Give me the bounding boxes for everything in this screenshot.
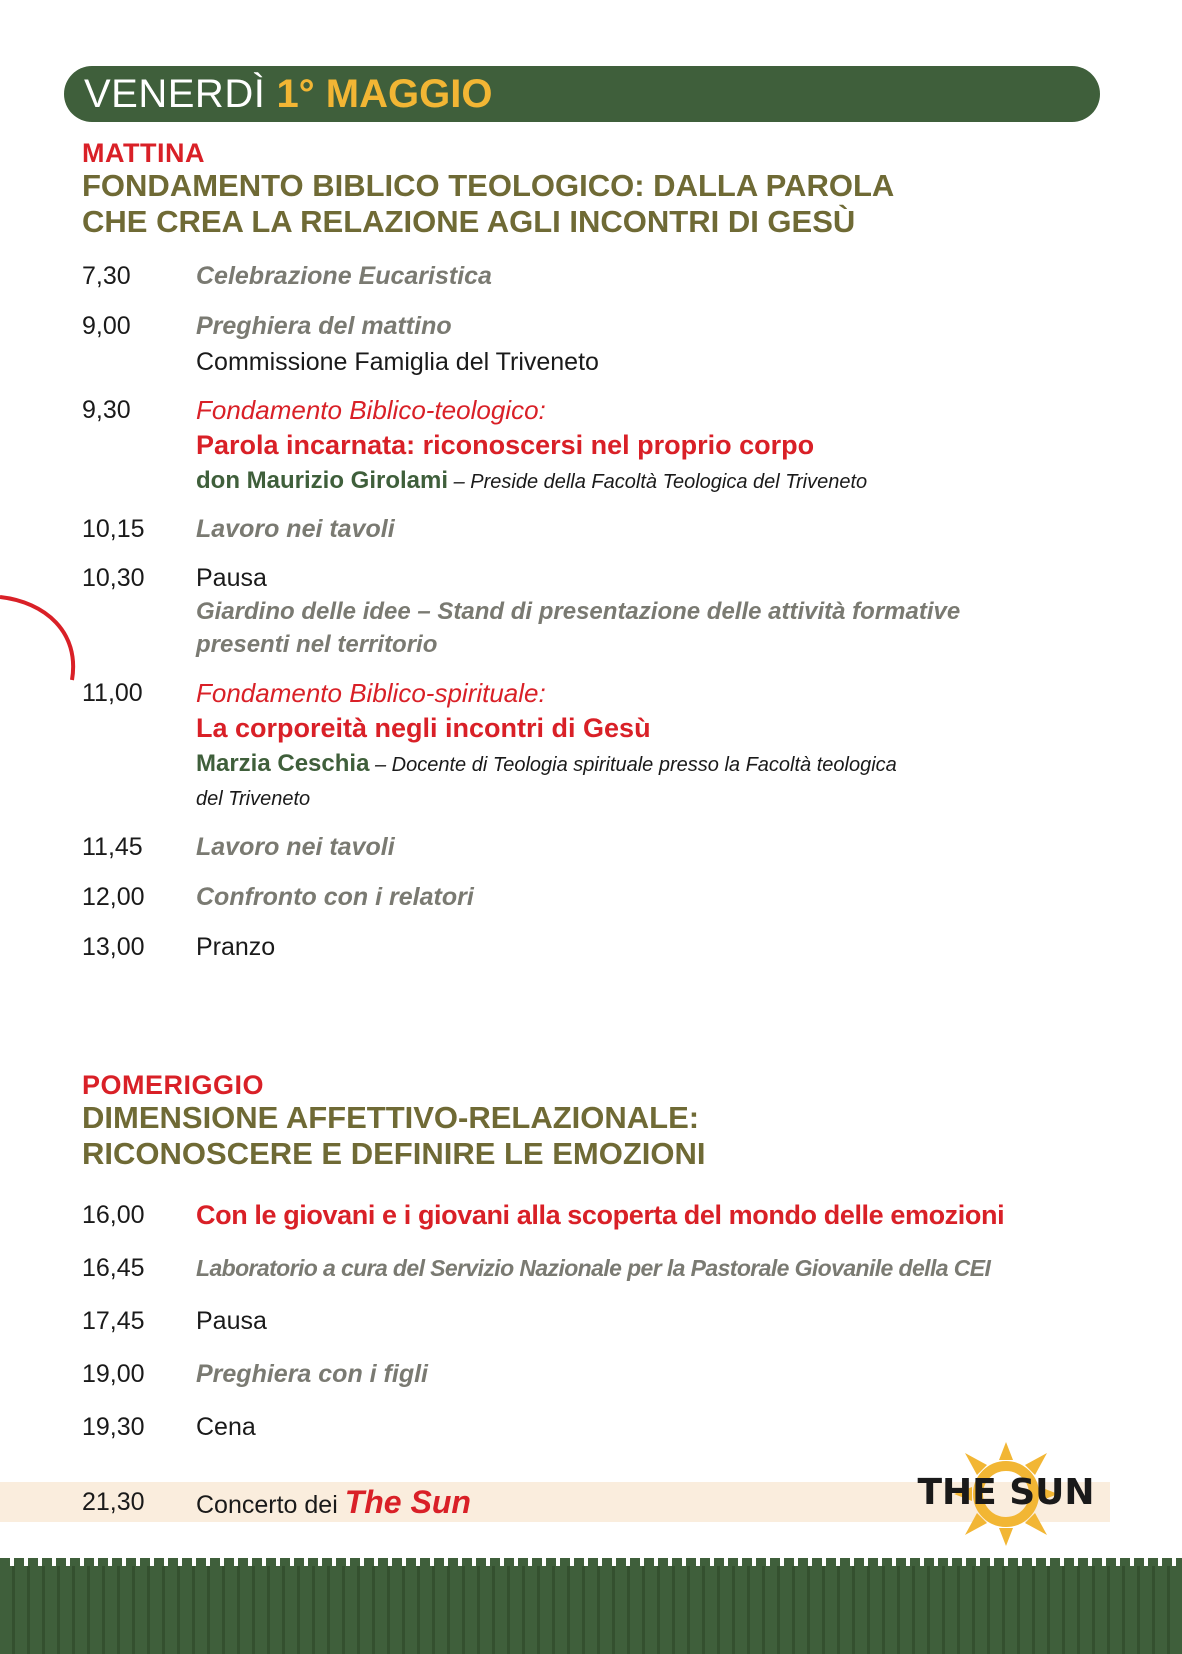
morning-label: MATTINA [82,138,205,168]
schedule-detail: Commissione Famiglia del Triveneto [196,348,599,376]
speaker-name: Marzia Ceschia [196,750,370,777]
schedule-time: 11,45 [82,833,143,861]
schedule-activity: Preghiera del mattino [196,312,452,340]
schedule-time: 10,30 [82,564,145,592]
schedule-time: 9,30 [82,396,131,424]
concert-band-name: The Sun [344,1484,471,1520]
the-sun-logo [908,1436,1104,1559]
afternoon-label: POMERIGGIO [82,1070,265,1100]
afternoon-title-line2: RICONOSCERE E DEFINIRE LE EMOZIONI [82,1136,706,1171]
banner-day: VENERDÌ [84,72,266,116]
schedule-time: 12,00 [82,883,145,911]
schedule-activity: Laboratorio a cura del Servizio Nazionale per la Pastorale Giovanile della CEI [196,1255,991,1281]
sun-icon [908,1436,1104,1554]
schedule-activity: Pausa [196,564,267,592]
banner-date: 1° MAGGIO [276,72,493,116]
schedule-activity: Pausa [196,1307,267,1335]
schedule-activity: Con le giovani e i giovani alla scoperta del mondo delle emozioni [196,1200,1005,1230]
talk-category: Fondamento Biblico-spirituale: [196,678,546,708]
talk-category: Fondamento Biblico-teologico: [196,395,546,425]
afternoon-title [82,1100,982,1172]
schedule-time: 16,45 [82,1254,145,1282]
logo-text: THE SUN [917,1472,1095,1513]
talk-title: La corporeità negli incontri di Gesù [196,713,651,743]
morning-title [82,168,982,240]
speaker-role: – Preside della Facoltà Teologica del Triveneto [448,471,868,493]
decorative-arc-icon [0,592,90,682]
speaker-name: don Maurizio Girolami [196,467,449,494]
talk-title: Parola incarnata: riconoscersi nel proprio corpo [196,430,815,460]
schedule-activity: Cena [196,1413,256,1441]
schedule-activity: Lavoro nei tavoli [196,833,395,861]
speaker-role: – Docente di Teologia spirituale presso la Facoltà teologica [369,754,897,776]
schedule-time: 9,00 [82,312,131,340]
banner-title [84,71,492,117]
schedule-time: 19,30 [82,1413,145,1441]
footer-pattern [0,1558,1182,1654]
schedule-time: 19,00 [82,1360,145,1388]
schedule-activity: Celebrazione Eucaristica [196,262,492,290]
schedule-activity: Lavoro nei tavoli [196,515,395,543]
day-banner [64,66,1100,122]
schedule-activity: Pranzo [196,933,276,961]
schedule-activity: Confronto con i relatori [196,883,474,911]
schedule-detail: Giardino delle idee – Stand di presentazione delle attività formative [196,598,961,625]
morning-title-line1: FONDAMENTO BIBLICO TEOLOGICO: DALLA PAROLA [82,168,895,203]
afternoon-title-line1: DIMENSIONE AFFETTIVO-RELAZIONALE: [82,1100,700,1135]
schedule-time: 17,45 [82,1307,145,1335]
concert-prefix: Concerto dei [196,1491,345,1519]
schedule-time: 7,30 [82,262,131,290]
morning-title-line2: CHE CREA LA RELAZIONE AGLI INCONTRI DI GESÙ [82,204,856,239]
schedule-time: 10,15 [82,515,145,543]
schedule-time: 11,00 [82,679,143,707]
speaker-role-cont: del Triveneto [196,788,311,810]
schedule-activity: Preghiera con i figli [196,1360,428,1388]
schedule-detail: presenti nel territorio [196,631,438,658]
schedule-time: 21,30 [82,1488,145,1516]
schedule-time: 13,00 [82,933,145,961]
schedule-time: 16,00 [82,1201,145,1229]
footer-pattern-edge [0,1558,1182,1566]
